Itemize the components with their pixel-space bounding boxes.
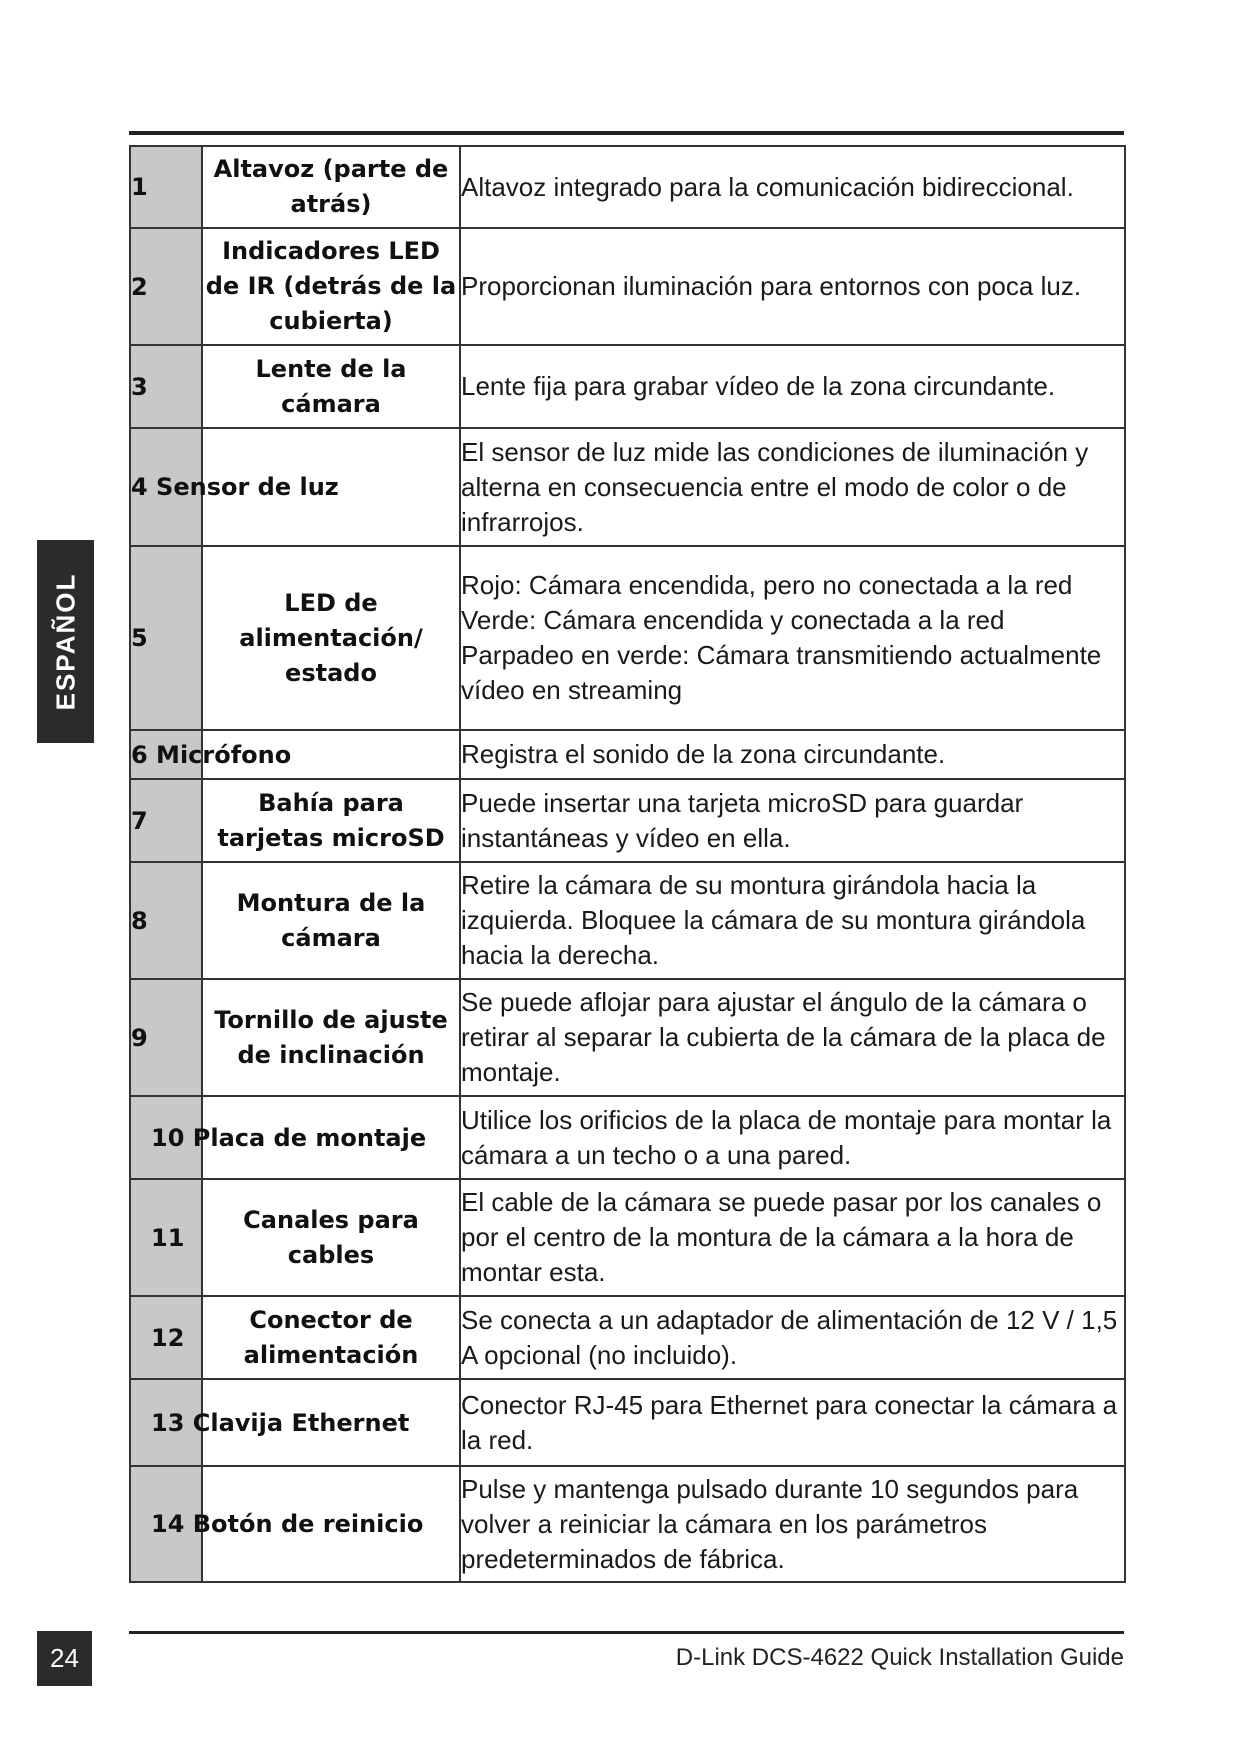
table-row xyxy=(130,1466,1125,1582)
item-description: El sensor de luz mide las condiciones de iluminación y alterna en consecuencia entre el modo de color o de infrarrojos. xyxy=(460,428,1125,546)
item-number: 7 xyxy=(130,779,202,862)
item-name: Bahía para tarjetas microSD xyxy=(202,779,460,862)
bottom-rule xyxy=(129,1631,1124,1634)
item-name: LED de alimentación/ estado xyxy=(202,546,460,730)
table-row xyxy=(130,428,1125,546)
item-description: El cable de la cámara se puede pasar por los canales o por el centro de la montura de la cámara a la hora de montar esta. xyxy=(460,1179,1125,1296)
item-name: 13 Clavija Ethernet xyxy=(130,1379,460,1466)
top-rule xyxy=(129,131,1124,135)
table-row xyxy=(130,1179,1125,1296)
item-number: 8 xyxy=(130,862,202,979)
item-name: Altavoz (parte de atrás) xyxy=(202,146,460,228)
table-row xyxy=(130,1296,1125,1379)
table-row xyxy=(130,345,1125,428)
item-number: 9 xyxy=(130,979,202,1096)
item-number: 5 xyxy=(130,546,202,730)
item-name: 14 Botón de reinicio xyxy=(130,1466,460,1582)
item-description: Conector RJ-45 para Ethernet para conectar la cámara a la red. xyxy=(460,1379,1125,1466)
language-tab xyxy=(37,540,94,743)
table-row xyxy=(130,862,1125,979)
component-table xyxy=(129,145,1126,1583)
item-name: Lente de la cámara xyxy=(202,345,460,428)
item-name: Indicadores LED de IR (detrás de la cubierta) xyxy=(202,228,460,345)
item-name: Canales para cables xyxy=(202,1179,460,1296)
item-description: Rojo: Cámara encendida, pero no conectada a la red Verde: Cámara encendida y conectada a la red Parpadeo en verde: Cámara transmitiendo actualmente vídeo en streaming xyxy=(460,546,1125,730)
footer-title: D-Link DCS-4622 Quick Installation Guide xyxy=(675,1644,1124,1671)
table-row xyxy=(130,1096,1125,1179)
item-name: 10 Placa de montaje xyxy=(130,1096,460,1179)
table-row xyxy=(130,730,1125,779)
language-tab-label: ESPAÑOL xyxy=(50,572,81,711)
item-number: 3 xyxy=(130,345,202,428)
table-row xyxy=(130,228,1125,345)
item-description: Pulse y mantenga pulsado durante 10 segundos para volver a reiniciar la cámara en los parámetros predeterminados de fábrica. xyxy=(460,1466,1125,1582)
item-number: 1 xyxy=(130,146,202,228)
item-description: Lente fija para grabar vídeo de la zona circundante. xyxy=(460,345,1125,428)
item-name: Tornillo de ajuste de inclinación xyxy=(202,979,460,1096)
item-name: 4 Sensor de luz xyxy=(130,428,460,546)
item-name: Montura de la cámara xyxy=(202,862,460,979)
item-name: 6 Micrófono xyxy=(130,730,460,779)
item-description: Proporcionan iluminación para entornos con poca luz. xyxy=(460,228,1125,345)
page-number: 24 xyxy=(37,1631,92,1686)
item-description: Retire la cámara de su montura girándola hacia la izquierda. Bloquee la cámara de su montura girándola hacia la derecha. xyxy=(460,862,1125,979)
item-description: Utilice los orificios de la placa de montaje para montar la cámara a un techo o a una pared. xyxy=(460,1096,1125,1179)
table-row xyxy=(130,979,1125,1096)
item-description: Se conecta a un adaptador de alimentación de 12 V / 1,5 A opcional (no incluido). xyxy=(460,1296,1125,1379)
item-number: 11 xyxy=(130,1179,202,1296)
item-name: Conector de alimentación xyxy=(202,1296,460,1379)
item-description: Altavoz integrado para la comunicación bidireccional. xyxy=(460,146,1125,228)
item-description: Registra el sonido de la zona circundante. xyxy=(460,730,1125,779)
item-description: Se puede aflojar para ajustar el ángulo de la cámara o retirar al separar la cubierta de la cámara de la placa de montaje. xyxy=(460,979,1125,1096)
table-row xyxy=(130,146,1125,228)
item-description: Puede insertar una tarjeta microSD para guardar instantáneas y vídeo en ella. xyxy=(460,779,1125,862)
item-number: 2 xyxy=(130,228,202,345)
table-row xyxy=(130,1379,1125,1466)
table-row xyxy=(130,779,1125,862)
table-row xyxy=(130,546,1125,730)
item-number: 12 xyxy=(130,1296,202,1379)
